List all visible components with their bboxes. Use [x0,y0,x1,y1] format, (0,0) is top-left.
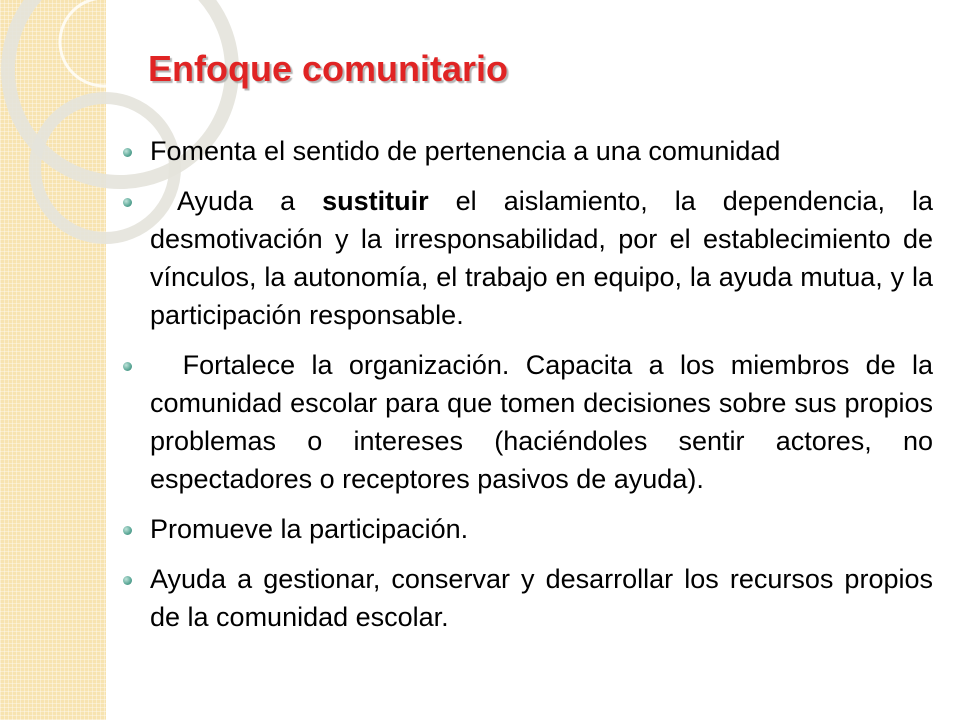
bullet-text-before: Ayuda a [150,186,323,216]
bullet-text: Fortalece la organización. Capacita a los miembros de la comunidad escolar para que tomen decisiones sobre sus propios problemas o intereses (haciéndoles sentir actores, no espectadores o receptores pasivos de ayuda). [150,350,941,494]
slide-title: Enfoque comunitario [148,48,508,89]
bullet-dot-icon [123,362,132,371]
bullet-text: Promueve la participación. [150,514,469,544]
bullet-item-pertenencia [118,132,933,170]
bullet-text: Ayuda a gestionar, conservar y desarrollar los recursos propios de la comunidad escolar. [150,564,941,632]
bullet-item-participacion [118,510,933,548]
bullet-text: Fomenta el sentido de pertenencia a una comunidad [150,136,781,166]
bullet-text-bold: sustituir [322,186,429,216]
bullet-dot-icon [123,148,132,157]
bullet-dot-icon [123,198,132,207]
bullet-text-after: el aislamiento, la dependencia, la desmotivación y la irresponsabilidad, por el establecimiento de vínculos, la autonomía, el trabajo en equipo, la ayuda mutua, y la participación responsable. [150,186,941,330]
bullet-item-organizacion [118,346,941,498]
bullet-item-recursos [118,560,941,636]
bullet-list [118,132,941,648]
bullet-item-sustituir [118,182,941,334]
bullet-dot-icon [123,576,132,585]
bullet-dot-icon [123,526,132,535]
